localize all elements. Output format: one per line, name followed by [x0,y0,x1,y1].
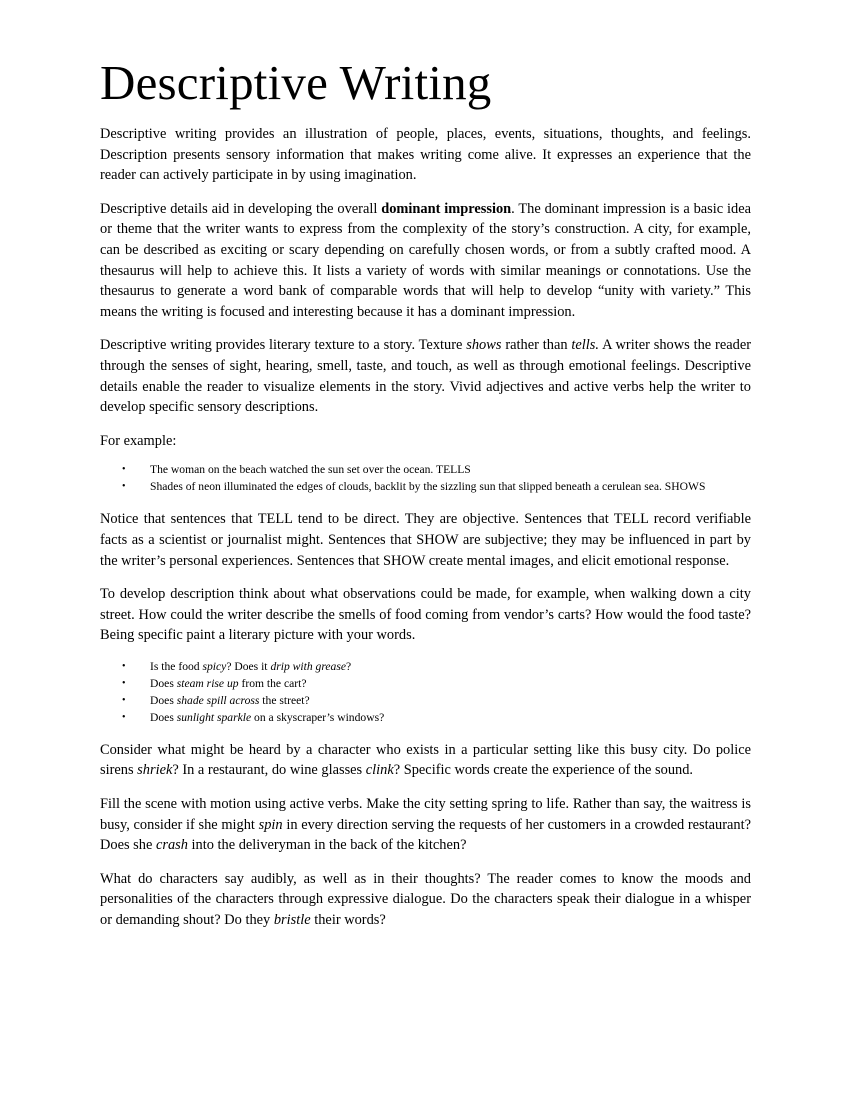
text-run: Does [150,676,177,690]
text-run: on a skyscraper’s windows? [251,710,385,724]
questions-list [100,658,751,726]
text-run: ? Specific words create the experience of the sound. [393,762,694,779]
text-run: rather than [501,337,572,354]
italic-term: shade spill across [176,693,260,707]
list-item-text: The woman on the beach watched the sun set over the ocean. TELLS [150,463,471,477]
examples-list [100,461,751,495]
text-run: A writer shows the reader through the senses of sight, hearing, smell, taste, and touch, as well as through emotional feelings. Descriptive details enable the reader to visualize elements in the story. Vivid adjectives and active verbs help the writer to develop specific sensory descriptions. [100,337,751,416]
list-item [100,461,751,478]
text-run: Does [150,710,177,724]
italic-term: spin [258,816,283,833]
bullet-icon: • [122,464,126,476]
bullet-icon: • [122,677,126,689]
text-run: in every direction serving the requests of her customers in a crowded restaurant? Does she [100,816,751,854]
italic-term: shriek [137,762,173,779]
paragraph-motion [100,794,751,856]
paragraph-dominant-impression [100,199,751,323]
text-run: their words? [310,912,386,929]
text-run: into the deliveryman in the back of the kitchen? [187,837,467,854]
italic-term: clink [365,762,394,779]
document-page [100,52,751,944]
text-run: ? Does it [226,659,271,673]
text-run: Fill the scene with motion using active verbs. Make the city setting spring to life. Rather than say, the waitress is busy, consider if she might [100,796,751,833]
text-run: ? [346,659,352,673]
paragraph-city-street: To develop description think about what observations could be made, for example, when walking down a city street. How could the writer describe the smells of food coming from vendor’s carts? How would the food taste? Being specific paint a literary picture with your words. [100,586,751,644]
paragraph-sound [100,740,751,781]
text-run: Is the food [150,659,203,673]
list-item [100,692,751,709]
bullet-icon: • [122,694,126,706]
text-run: Descriptive details aid in developing the overall [100,200,382,217]
italic-term: sunlight sparkle [176,710,252,724]
text-run: from the cart? [238,676,307,690]
text-run: Consider what might be heard by a character who exists in a particular setting like this busy city. Do police sirens [100,741,751,779]
italic-term: steam rise up [176,676,239,690]
bullet-icon: • [122,660,126,672]
text-run: . The dominant impression is a basic idea or theme that the writer wants to express from the complexity of the story’s construction. A city, for example, can be described as exciting or scary depending on carefully chosen words, or from a subtly crafted mood. A thesaurus will help to achieve this. It lists a variety of words with similar meanings or connotations. Use the thesaurus to generate a word bank of comparable words that will help to develop “unity with variety.” This means the writing is focused and interesting because it has a dominant impression. [100,200,751,320]
bullet-icon: • [122,481,126,493]
text-run: What do characters say audibly, as well as in their thoughts? The reader comes to know the moods and personalities of the characters through expressive dialogue. Do the characters speak their dialogue in a whisper or demanding shout? Do they [100,870,751,929]
list-item [100,658,751,675]
list-item-text: Shades of neon illuminated the edges of clouds, backlit by the sizzling sun that slipped beneath a cerulean sea. SHOWS [150,480,706,494]
page-title: Descriptive Writing [100,55,492,110]
italic-term: tells. [571,337,599,354]
list-item [100,478,751,495]
list-item [100,675,751,692]
italic-term: crash [155,837,188,854]
text-run: ? In a restaurant, do wine glasses [172,762,366,779]
italic-term: bristle [273,912,311,929]
text-run: the street? [259,693,310,707]
text-run: Does [150,693,177,707]
bullet-icon: • [122,711,126,723]
list-item [100,709,751,726]
paragraph-intro: Descriptive writing provides an illustration of people, places, events, situations, thoughts, and feelings. Description presents sensory information that makes writing come alive. It expresses an experience that the reader can actively participate in by using imagination. [100,126,751,184]
bold-term: dominant impression [381,200,512,217]
italic-term: spicy [202,659,227,673]
text-run: Descriptive writing provides literary texture to a story. Texture [100,337,467,354]
italic-term: drip with grease [270,659,347,673]
paragraph-texture [100,335,751,417]
paragraph-for-example: For example: [100,432,177,449]
paragraph-dialogue [100,869,751,931]
italic-term: shows [466,337,502,354]
paragraph-tell-show: Notice that sentences that TELL tend to be direct. They are objective. Sentences that TELL record verifiable facts as a scientist or journalist might. Sentences that SHOW are subjective; they may be influenced in part by the writer’s personal experiences. Sentences that SHOW create mental images, and elicit emotional response. [100,511,751,569]
